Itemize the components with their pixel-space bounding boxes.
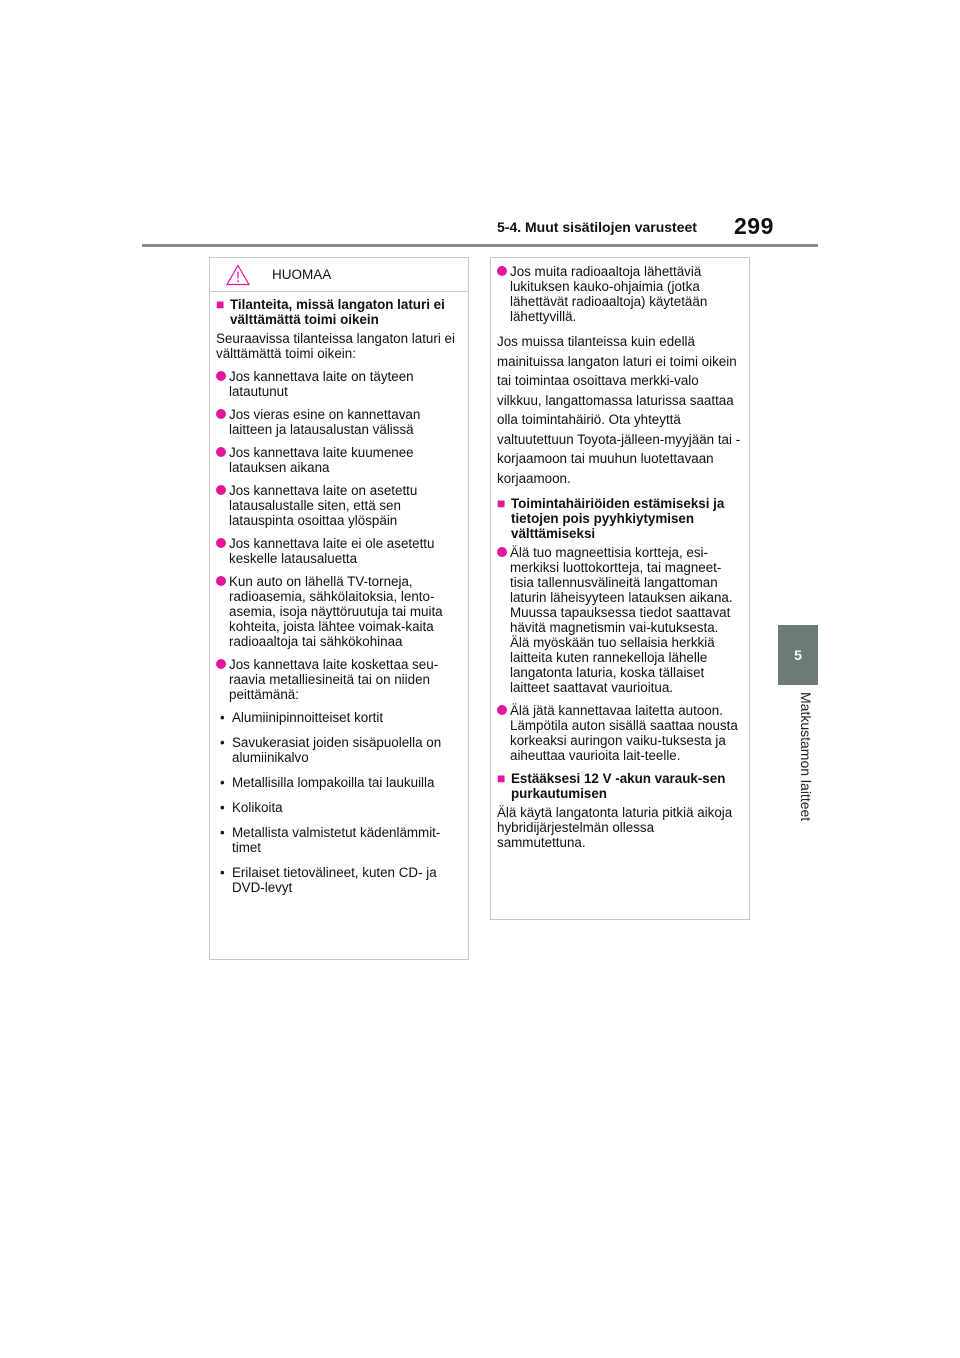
notice-box-continued bbox=[490, 257, 750, 920]
list-item-text: Kun auto on lähellä TV-torneja, radioasemia, sähkölaitoksia, lento-asemia, isoja näyttöruutuja tai muita kohteita, joista lähtee voimak-kaita radioaaltoja tai sähkökohinaa bbox=[229, 574, 443, 649]
dash-item bbox=[216, 710, 460, 725]
list-item-text-part: Älä tuo magneettisia kortteja, esi-merkiksi luottokortteja, tai magneet-tisia tallennusvälineitä langattoman laturin läheisyyteen latauksen aikana. Muussa tapauksessa tiedot saattavat hävitä magnetismin vai-kutuksesta. bbox=[510, 545, 733, 635]
chapter-number: 5 bbox=[794, 647, 802, 663]
list-item bbox=[216, 369, 460, 399]
dash-bullet-icon: • bbox=[220, 710, 225, 725]
intro-text: Seuraavissa tilanteissa langaton laturi ei välttämättä toimi oikein: bbox=[216, 331, 455, 361]
heading-text: Tilanteita, missä langaton laturi ei välttämättä toimi oikein bbox=[230, 297, 445, 327]
warning-triangle-icon bbox=[226, 264, 250, 286]
square-bullet-icon: ■ bbox=[216, 296, 225, 312]
dash-item-text: Alumiinipinnoitteiset kortit bbox=[232, 710, 384, 725]
square-bullet-icon: ■ bbox=[497, 495, 506, 511]
list-item bbox=[216, 445, 460, 475]
heading-text: Toimintahäiriöiden estämiseksi ja tietojen pois pyyhkiytymisen välttämiseksi bbox=[511, 496, 725, 541]
square-bullet-icon: ■ bbox=[497, 770, 506, 786]
list-item-text-part: Älä myöskään tuo sellaisia herkkiä laitteita kuten rannekelloja lähelle langatonta laturia, koska tällaiset laitteet saattavat vaurioitua. bbox=[510, 635, 715, 695]
notice-header bbox=[210, 258, 468, 292]
dash-item bbox=[216, 825, 460, 855]
notice-label: HUOMAA bbox=[272, 267, 332, 282]
list-item-text bbox=[510, 545, 741, 695]
list-item bbox=[497, 264, 741, 324]
notice-box bbox=[209, 257, 469, 960]
dash-bullet-icon: • bbox=[220, 735, 225, 750]
round-bullet-icon bbox=[216, 538, 226, 548]
dash-item bbox=[216, 735, 460, 765]
round-bullet-icon bbox=[497, 266, 507, 276]
dash-item bbox=[216, 775, 460, 790]
list-item bbox=[216, 407, 460, 437]
round-bullet-icon bbox=[216, 409, 226, 419]
header-divider bbox=[142, 244, 818, 247]
dash-bullet-icon: • bbox=[220, 775, 225, 790]
paragraph: Jos muissa tilanteissa kuin edellä mainituissa langaton laturi ei toimi oikein tai toimintaa osoittava merkki-valo vilkkuu, langattomassa laturissa saattaa olla toimintahäiriö. Ota yhteyttä valtuutettuun Toyota-jälleen-myyjään tai -korjaamoon tai muuhun luotettavaan korjaamoon. bbox=[497, 334, 741, 486]
list-item bbox=[216, 483, 460, 528]
round-bullet-icon bbox=[497, 705, 507, 715]
notice-body bbox=[210, 292, 468, 895]
section-title: 5-4. Muut sisätilojen varusteet bbox=[497, 219, 697, 235]
dash-bullet-icon: • bbox=[220, 800, 225, 815]
heading-text: Estääksesi 12 V -akun varauk-sen purkautumisen bbox=[511, 771, 726, 801]
round-bullet-icon bbox=[216, 447, 226, 457]
list-item bbox=[497, 545, 741, 695]
dash-bullet-icon: • bbox=[220, 865, 225, 880]
list-item bbox=[216, 574, 460, 649]
list-item-text: Jos kannettava laite ei ole asetettu keskelle latausaluetta bbox=[229, 536, 435, 566]
round-bullet-icon bbox=[216, 485, 226, 495]
round-bullet-icon bbox=[216, 371, 226, 381]
list-item bbox=[216, 657, 460, 702]
list-item-text: Jos kannettava laite on asetettu latausalustalle siten, että sen latauspinta osoittaa ylöspäin bbox=[229, 483, 418, 528]
dash-item bbox=[216, 800, 460, 815]
list-item bbox=[497, 703, 741, 763]
chapter-tab bbox=[778, 625, 818, 685]
list-item-text: Jos muita radioaaltoja lähettäviä lukituksen kauko-ohjaimia (jotka lähettävät radioaaltoja) käytetään lähettyvillä. bbox=[510, 264, 708, 324]
round-bullet-icon bbox=[216, 576, 226, 586]
round-bullet-icon bbox=[497, 547, 507, 557]
list-item-text: Jos kannettava laite on täyteen latautunut bbox=[229, 369, 414, 399]
dash-item-text: Metallista valmistetut kädenlämmit-timet bbox=[232, 825, 441, 855]
dash-item-text: Erilaiset tietovälineet, kuten CD- ja DVD-levyt bbox=[232, 865, 437, 895]
list-item-text: Jos kannettava laite kuumenee latauksen aikana bbox=[229, 445, 414, 475]
final-text: Älä käytä langatonta laturia pitkiä aikoja hybridijärjestelmän ollessa sammutettuna. bbox=[497, 805, 733, 850]
dash-item-text: Savukerasiat joiden sisäpuolella on alumiinikalvo bbox=[232, 735, 442, 765]
dash-bullet-icon: • bbox=[220, 825, 225, 840]
dash-item-text: Metallisilla lompakoilla tai laukuilla bbox=[232, 775, 435, 790]
chapter-title: Matkustamon laitteet bbox=[798, 692, 814, 822]
list-item-text: Älä jätä kannettavaa laitetta autoon. Lämpötila auton sisällä saattaa nousta korkeaksi auringon vaiku-tuksesta ja aiheuttaa vaurioita lait-teelle. bbox=[510, 703, 738, 763]
list-item-text: Jos vieras esine on kannettavan laitteen ja latausalustan välissä bbox=[229, 407, 421, 437]
list-item bbox=[216, 536, 460, 566]
dash-item bbox=[216, 865, 460, 895]
dash-item-text: Kolikoita bbox=[232, 800, 283, 815]
list-item-text: Jos kannettava laite koskettaa seu-raavia metalliesineitä tai on niiden peittämänä: bbox=[229, 657, 439, 702]
page-number: 299 bbox=[734, 213, 774, 239]
section-heading bbox=[216, 297, 460, 327]
section-heading bbox=[497, 771, 741, 801]
section-heading bbox=[497, 496, 741, 541]
round-bullet-icon bbox=[216, 659, 226, 669]
